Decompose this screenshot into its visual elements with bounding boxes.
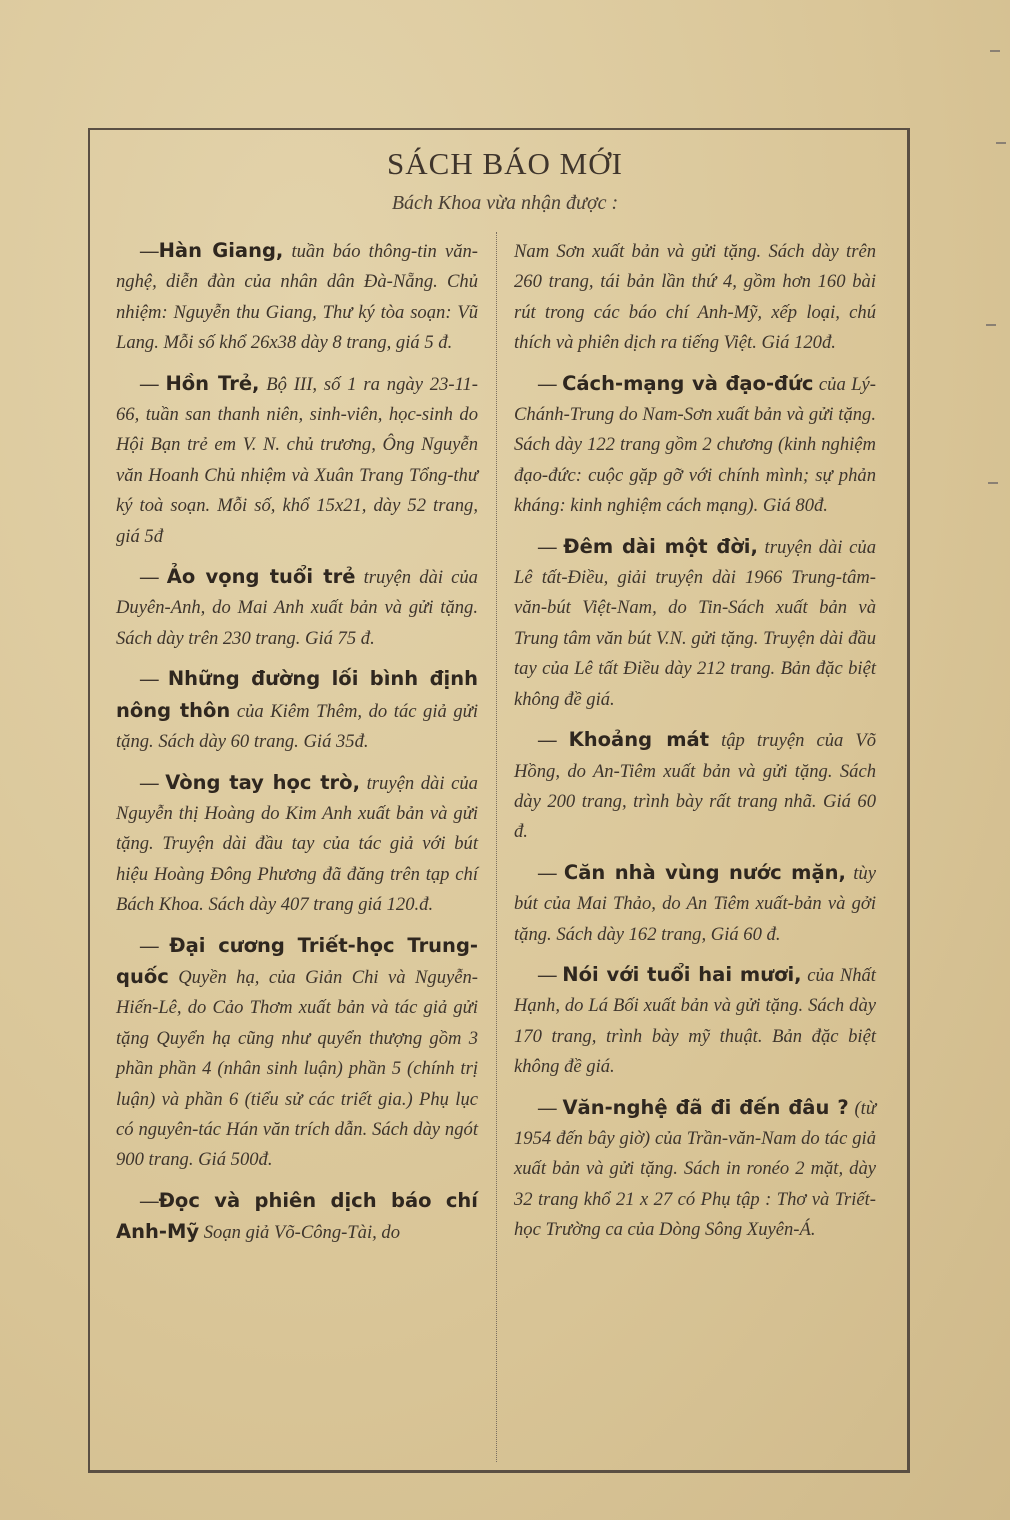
book-entry: — Văn-nghệ đã đi đến đâu ? (từ 1954 đến bây giờ) của Trần-văn-Nam do tác giả xuất bản và gửi tặng. Sách in ronéo 2 mặt, dày 32 trang khổ 21 x 27 có Phụ tập : Thơ và Triết-học Trường ca của Dòng Sông Xuyên-Á.	[514, 1095, 876, 1241]
column-divider	[496, 232, 497, 1462]
page-subtitle: Bách Khoa vừa nhận được :	[391, 192, 619, 214]
book-entry: —Đọc và phiên dịch báo chí Anh-Mỹ Soạn giả Võ-Công-Tài, do	[116, 1188, 478, 1244]
book-entry: — Cách-mạng và đạo-đức của Lý-Chánh-Trung do Nam-Sơn xuất bản và gửi tặng. Sách dày 122 trang gồm 2 chương (kinh nghiệm đạo-đức: cuộc gặp gỡ với chính mình; sự phản kháng: kinh nghiệm cách mạng). Giá 80đ.	[514, 371, 876, 517]
entry-title: Vòng tay học trò,	[165, 770, 360, 794]
left-column	[116, 236, 478, 1259]
book-entry: — Nói với tuổi hai mươi, của Nhất Hạnh, do Lá Bối xuất bản và gửi tặng. Sách dày 170 trang, trình bày mỹ thuật. Bản đặc biệt không đề giá.	[514, 962, 876, 1078]
book-entry: — Hồn Trẻ, Bộ III, số 1 ra ngày 23-11-66, tuần san thanh niên, sinh-viên, học-sinh do Hội Bạn trẻ em V. N. chủ trương, Ông Nguyễn văn Hoanh Chủ nhiệm và Xuân Trang Tổng-thư ký toà soạn. Mỗi số, khổ 15x21, dày 52 trang, giá 5đ	[116, 371, 478, 547]
entry-text: Nam Sơn xuất bản và gửi tặng. Sách dày trên 260 trang, tái bản lần thứ 4, gồm hơn 160 bài rút trong các báo chí Anh-Mỹ, xếp loại, chú thích và phiên dịch ra tiếng Việt. Giá 120đ.	[514, 241, 876, 354]
edge-mark	[996, 142, 1006, 144]
book-entry: — Đêm dài một đời, truyện dài của Lê tất-Điều, giải truyện dài 1966 Trung-tâm-văn-bút Việt-Nam, do Tin-Sách xuất bản và Trung tâm văn bút V.N. gửi tặng. Truyện dài đầu tay của Lê tất Điều dày 212 trang. Bản đặc biệt không đề giá.	[514, 534, 876, 710]
right-column	[514, 236, 876, 1256]
book-entry: —Hàn Giang, tuần báo thông-tin văn-nghệ, diễn đàn của nhân dân Đà-Nẵng. Chủ nhiệm: Nguyễn thu Giang, Thư ký tòa soạn: Vũ Lang. Mỗi số khổ 26x38 dày 8 trang, giá 5 đ.	[116, 239, 478, 354]
entry-title: Hồn Trẻ,	[165, 371, 260, 395]
book-entry: — Những đường lối bình định nông thôn của Kiêm Thêm, do tác giả gửi tặng. Sách dày 60 trang. Giá 35đ.	[116, 667, 478, 753]
entry-title: Những đường lối bình định nông thôn	[116, 667, 478, 722]
book-entry-continued	[514, 236, 876, 359]
entry-text: (từ 1954 đến bây giờ) của Trần-văn-Nam do tác giả xuất bản và gửi tặng. Sách in ronéo 2 mặt, dày 32 trang khổ 21 x 27 có Phụ tập : Thơ và Triết-học Trường ca của Dòng Sông Xuyên-Á.	[514, 1097, 876, 1241]
edge-mark	[990, 50, 1000, 52]
entry-title: Căn nhà vùng nước mặn,	[563, 860, 846, 884]
entry-title: Ảo vọng tuổi trẻ	[166, 565, 356, 589]
entry-title: Khoảng mát	[568, 728, 710, 752]
entry-text: của Kiêm Thêm, do tác giả gửi tặng. Sách dày 60 trang. Giá 35đ.	[116, 700, 478, 753]
book-entry: — Vòng tay học trò, truyện dài của Nguyễn thị Hoàng do Kim Anh xuất bản và gửi tặng. Truyện dài đầu tay của tác giả với bút hiệu Hoàng Đông Phương đã đăng trên tạp chí Bách Khoa. Sách dày 407 trang giá 120.đ.	[116, 770, 478, 916]
book-entry: — Đại cương Triết-học Trung-quốc Quyền hạ, của Giản Chi và Nguyễn-Hiến-Lê, do Cảo Thơm xuất bản và tác giả gửi tặng Quyển hạ cũng như quyển thượng gồm 3 phần phần 4 (nhân sinh luận) phần 5 (chính trị luận) và phần 6 (tiểu sử các triết gia.) Phụ lục có nguyên-tác Hán văn trích dẫn. Sách dày ngót 900 trang. Giá 500đ.	[116, 933, 478, 1171]
entry-title: Hàn Giang,	[158, 239, 284, 262]
entry-text: tuần báo thông-tin văn-nghệ, diễn đàn của nhân dân Đà-Nẵng. Chủ nhiệm: Nguyễn thu Giang, Thư ký tòa soạn: Vũ Lang. Mỗi số khổ 26x38 dày 8 trang, giá 5 đ.	[116, 241, 478, 354]
entry-text: truyện dài của Lê tất-Điều, giải truyện dài 1966 Trung-tâm-văn-bút Việt-Nam, do Tin-Sách xuất bản và Trung tâm văn bút V.N. gửi tặng. Truyện dài đầu tay của Lê tất Điều dày 212 trang. Bản đặc biệt không đề giá.	[514, 536, 876, 710]
entry-text: truyện dài của Duyên-Anh, do Mai Anh xuất bản và gửi tặng. Sách dày trên 230 trang. Giá 75 đ.	[116, 567, 478, 649]
entry-text: tùy bút của Mai Thảo, do An Tiêm xuất-bản và gởi tặng. Sách dày 162 trang, Giá 60 đ.	[514, 862, 876, 945]
entry-text: của Nhất Hạnh, do Lá Bối xuất bản và gửi tặng. Sách dày 170 trang, trình bày mỹ thuật. Bản đặc biệt không đề giá.	[514, 964, 876, 1078]
edge-mark	[986, 324, 996, 326]
edge-mark	[988, 482, 998, 484]
entry-title: Nói với tuổi hai mươi,	[562, 962, 802, 986]
entry-text: của Lý-Chánh-Trung do Nam-Sơn xuất bản và gửi tặng. Sách dày 122 trang gồm 2 chương (kinh nghiệm đạo-đức: cuộc gặp gỡ với chính mình; sự phản kháng: kinh nghiệm cách mạng). Giá 80đ.	[514, 373, 876, 517]
entry-title: Đọc và phiên dịch báo chí Anh-Mỹ	[116, 1188, 478, 1244]
entry-text: truyện dài của Nguyễn thị Hoàng do Kim Anh xuất bản và gửi tặng. Truyện dài đầu tay của tác giả với bút hiệu Hoàng Đông Phương đã đăng trên tạp chí Bách Khoa. Sách dày 407 trang giá 120.đ.	[116, 772, 478, 916]
entry-title: Đại cương Triết-học Trung-quốc	[116, 933, 478, 988]
entry-text: tập truyện của Võ Hồng, do An-Tiêm xuất bản và gửi tặng. Sách dày 200 trang, trình bày rất trang nhã. Giá 60 đ.	[514, 730, 877, 843]
entry-text: Quyền hạ, của Giản Chi và Nguyễn-Hiến-Lê, do Cảo Thơm xuất bản và tác giả gửi tặng Quyển hạ cũng như quyển thượng gồm 3 phần phần 4 (nhân sinh luận) phần 5 (chính trị luận) và phần 6 (tiểu sử các triết gia.) Phụ lục có nguyên-tác Hán văn trích dẫn. Sách dày ngót 900 trang. Giá 500đ.	[116, 966, 478, 1171]
entry-title: Văn-nghệ đã đi đến đâu ?	[562, 1095, 849, 1119]
book-entry: — Căn nhà vùng nước mặn, tùy bút của Mai Thảo, do An Tiêm xuất-bản và gởi tặng. Sách dày 162 trang, Giá 60 đ.	[514, 860, 876, 945]
book-entry: — Khoảng mát tập truyện của Võ Hồng, do An-Tiêm xuất bản và gửi tặng. Sách dày 200 trang, trình bày rất trang nhã. Giá 60 đ.	[514, 728, 877, 843]
page-title: SÁCH BÁO MỚI	[387, 146, 623, 181]
entry-title: Đêm dài một đời,	[563, 534, 758, 558]
book-entry: — Ảo vọng tuổi trẻ truyện dài của Duyên-Anh, do Mai Anh xuất bản và gửi tặng. Sách dày trên 230 trang. Giá 75 đ.	[116, 565, 478, 649]
entry-text: Soạn giả Võ-Công-Tài, do	[199, 1222, 400, 1244]
entry-title: Cách-mạng và đạo-đức	[562, 371, 814, 395]
entry-text: Bộ III, số 1 ra ngày 23-11-66, tuần san thanh niên, sinh-viên, học-sinh do Hội Bạn trẻ em V. N. chủ trương, Ông Nguyễn văn Hoanh Chủ nhiệm và Xuân Trang Tổng-thư ký toà soạn. Mỗi số, khổ 15x21, dày 52 trang, giá 5đ	[116, 373, 478, 547]
